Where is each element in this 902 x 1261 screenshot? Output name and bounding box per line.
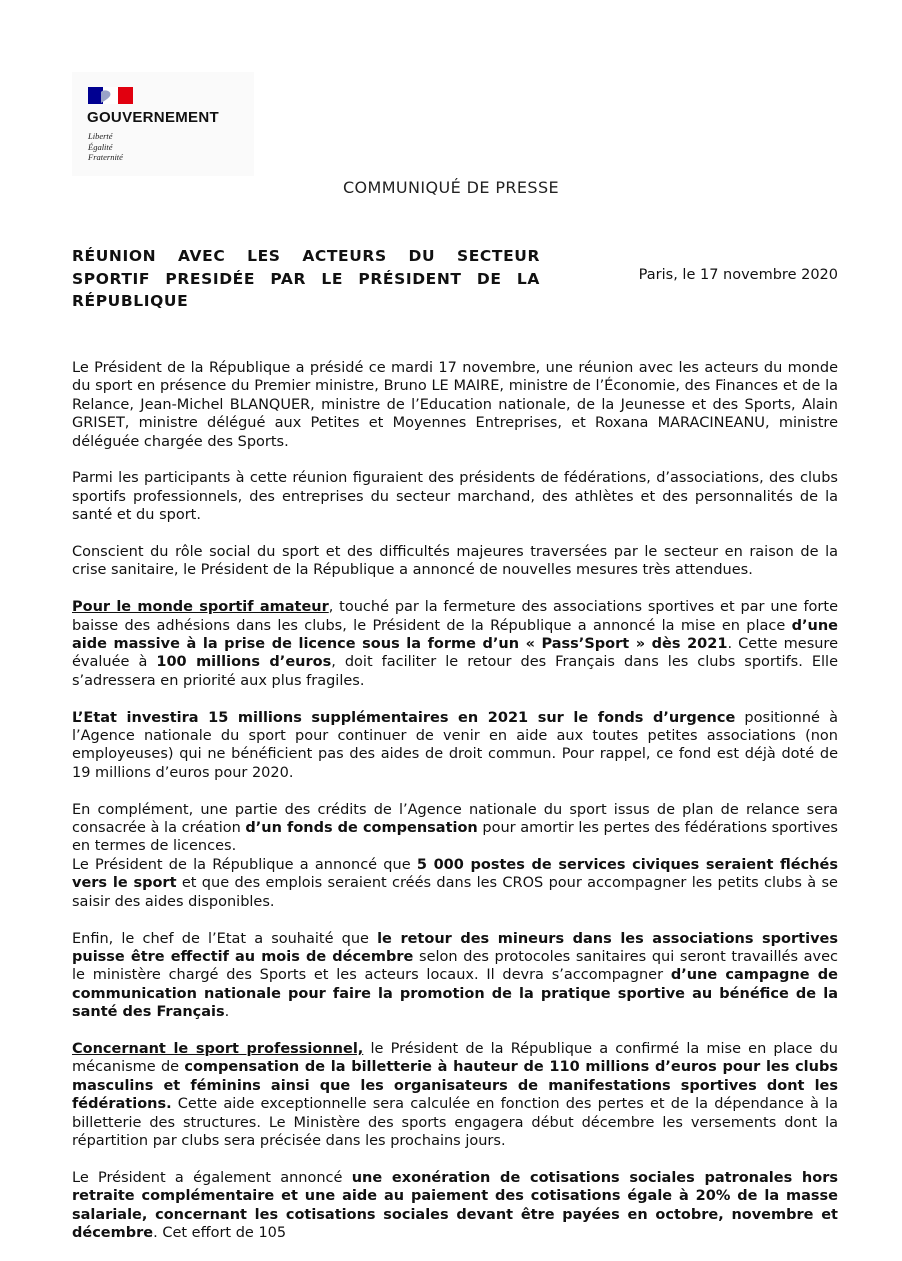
logo-motto <box>88 131 123 163</box>
motto-liberte: Liberté <box>88 131 113 141</box>
text-run: Le Président a également annoncé <box>72 1169 352 1186</box>
text-run: positionné à l’Agence nationale du sport pour continuer de venir en aide aux toutes petites associations (non employeuses) qui ne bénéficient pas des aides de droit commun. Pour rappel, ce fond est déjà doté de 19 millions d’euros pour 2020. <box>72 709 838 781</box>
body-paragraph <box>72 930 838 1022</box>
emphasis: le retour des mineurs dans les associations sportives puisse être effectif au mois de décembre <box>72 930 838 965</box>
logo-wordmark: GOUVERNEMENT <box>87 109 219 126</box>
body-paragraph <box>72 1040 838 1150</box>
text-run: , doit faciliter le retour des Français dans les clubs sportifs. Elle s’adressera en priorité aux plus fragiles. <box>72 654 838 689</box>
emphasis: une exonération de cotisations sociales patronales hors retraite complémentaire et une aide au paiement des cotisations égale à 20% de la masse salariale, concernant les cotisations sociales devant être payées en octobre, novembre et décembre <box>72 1169 838 1241</box>
emphasis: 100 millions d’euros <box>156 654 332 671</box>
body-paragraph <box>72 469 838 524</box>
motto-fraternite: Fraternité <box>88 152 123 162</box>
text-run: . <box>224 1004 230 1021</box>
dateline: Paris, le 17 novembre 2020 <box>638 267 838 283</box>
press-release-body <box>72 359 838 1261</box>
marianne-flag-icon <box>88 87 133 104</box>
government-logo <box>72 72 254 176</box>
emphasis: 5 000 postes de services civiques seraient fléchés vers le sport <box>72 856 839 892</box>
body-paragraph <box>72 801 838 856</box>
body-paragraph <box>72 543 838 580</box>
text-run: En complément, une partie des crédits de l’Agence nationale du sport issus de plan de relance sera consacrée à la création <box>72 801 838 837</box>
text-run: , touché par la fermeture des associations sportives et par une forte baisse des adhésions dans les clubs, le Président de la République a annoncé la mise en place <box>72 599 838 634</box>
text-run: Parmi les participants à cette réunion figuraient des présidents de fédérations, d’associations, des clubs sportifs professionnels, des entreprises du secteur marchand, des athlètes et des personnalités de la santé et du sport. <box>72 470 838 524</box>
emphasis: L’Etat investira 15 millions supplémentaires en 2021 sur le fonds d’urgence <box>72 709 736 726</box>
text-run: le Président de la République a confirmé la mise en place du mécanisme de <box>72 1040 838 1076</box>
body-paragraph <box>72 1169 838 1243</box>
emphasis: d’une campagne de communication nationale pour faire la promotion de la pratique sportive au bénéfice de la santé des Français <box>72 967 838 1021</box>
body-paragraph <box>72 598 838 690</box>
body-paragraph <box>72 359 838 451</box>
emphasis: d’une aide massive à la prise de licence sous la forme d’un « Pass’Sport » dès 2021 <box>72 617 838 653</box>
motto-egalite: Égalité <box>88 141 113 152</box>
body-paragraph <box>72 709 838 783</box>
text-run: Cette aide exceptionnelle sera calculée en fonction des pertes et de la dépendance à la billetterie des structures. Le Ministère des sports engagera début décembre les versements dont la répartition par clubs sera précisée dans les prochains jours. <box>72 1096 838 1149</box>
text-run: selon des protocoles sanitaires qui seront travaillés avec le ministère chargé des Sports et les acteurs locaux. Il devra s’accompagner <box>72 948 839 984</box>
section-lead: Pour le monde sportif amateur <box>72 599 329 616</box>
press-release-title: RÉUNION AVEC LES ACTEURS DU SECTEUR SPORTIF PRESIDÉE PAR LE PRÉSIDENT DE LA RÉPUBLIQUE <box>72 247 540 310</box>
emphasis: compensation de la billetterie à hauteur de 110 millions d’euros pour les clubs masculins et féminins ainsi que les organisateurs de manifestations sportives dont les fédérations. <box>72 1059 838 1113</box>
text-run: pour amortir les pertes des fédérations sportives en termes de licences. <box>72 820 838 855</box>
text-run: . Cette mesure évaluée à <box>72 636 838 671</box>
text-run: Le Président de la République a présidé ce mardi 17 novembre, une réunion avec les acteurs du monde du sport en présence du Premier ministre, Bruno LE MAIRE, ministre de l’Économie, des Finances et de la Relance, Jean-Michel BLANQUER, ministre de l’Education nationale, de la Jeunesse et des Sports, Alain GRISET, ministre délégué aux Petites et Moyennes Entreprises, et Roxana MARACINEANU, ministre déléguée chargée des Sports. <box>72 360 838 450</box>
emphasis: d’un fonds de compensation <box>245 820 478 837</box>
text-run: . Cet effort de 105 <box>153 1224 287 1241</box>
document-type: COMMUNIQUÉ DE PRESSE <box>342 178 560 197</box>
section-lead: Concernant le sport professionnel, <box>72 1040 364 1057</box>
body-paragraph <box>72 856 838 911</box>
text-run: Enfin, le chef de l’Etat a souhaité que <box>72 930 378 947</box>
text-run: Conscient du rôle social du sport et des difficultés majeures traversées par le secteur en raison de la crise sanitaire, le Président de la République a annoncé de nouvelles mesures très attendues. <box>72 544 838 579</box>
text-run: et que des emplois seraient créés dans les CROS pour accompagner les petits clubs à se saisir des aides disponibles. <box>72 875 838 910</box>
text-run: Le Président de la République a annoncé que <box>72 856 417 873</box>
